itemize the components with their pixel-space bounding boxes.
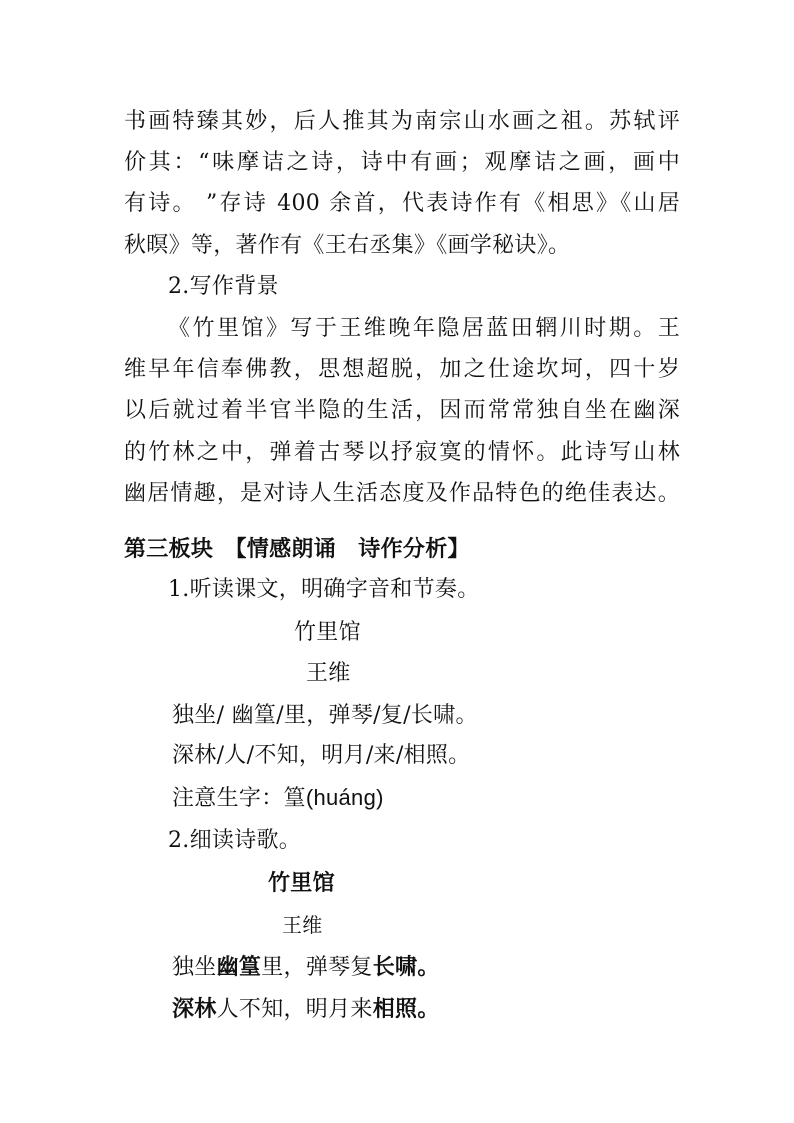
poem2-line-2 <box>172 994 440 1025</box>
poem2-line1-part-a: 独坐 <box>172 955 217 980</box>
new-character-note <box>172 783 384 814</box>
poem2-line1-part-c: 里，弹琴复 <box>261 955 373 980</box>
poem1-author: 王维 <box>306 661 351 686</box>
step2-text: 2.细读诗歌。 <box>168 828 302 853</box>
note-pinyin: (huáng) <box>305 785 384 810</box>
background-line-1: 《竹里馆》写于王维晚年隐居蓝田辋川时期。王 <box>168 316 680 341</box>
poem2-line2-emphasis-shenlin: 深林 <box>172 996 217 1022</box>
bio-line-1: 书画特臻其妙，后人推其为南宗山水画之祖。苏轼评 <box>124 109 680 134</box>
poem2-author: 王维 <box>282 913 323 937</box>
poem1-line-2: 深林/人/不知，明月/来/相照。 <box>172 743 471 768</box>
background-heading: 2.写作背景 <box>168 274 279 299</box>
poem2-line2-emphasis-xiangzhao: 相照。 <box>372 996 440 1022</box>
block3-title: 第三板块 【情感朗诵 诗作分析】 <box>124 537 470 562</box>
background-line-2: 维早年信奉佛教，思想超脱，加之仕途坎坷，四十岁 <box>124 357 680 382</box>
background-line-4: 的竹林之中，弹着古琴以抒寂寞的情怀。此诗写山林 <box>124 440 680 465</box>
poem2-line1-emphasis-changxiao: 长啸。 <box>372 954 440 980</box>
background-line-3: 以后就过着半官半隐的生活，因而常常独自坐在幽深 <box>124 398 680 423</box>
poem2-line2-part-b: 人不知，明月来 <box>216 997 373 1022</box>
background-line-5: 幽居情趣，是对诗人生活态度及作品特色的绝佳表达。 <box>124 481 680 506</box>
note-label: 注意生字：篁 <box>172 786 306 811</box>
poem2-line1-emphasis-youhuang: 幽篁 <box>216 954 262 980</box>
bio-line-3: 有诗。 ”存诗 400 余首，代表诗作有《相思》《山居 <box>124 191 680 216</box>
step1-text: 1.听读课文，明确字音和节奏。 <box>168 577 480 602</box>
poem2-line-1 <box>172 952 440 983</box>
poem1-line-1: 独坐/ 幽篁/里，弹琴/复/长啸。 <box>172 703 478 728</box>
bio-line-2: 价其：“味摩诘之诗，诗中有画；观摩诘之画，画中 <box>124 150 680 175</box>
poem1-title: 竹里馆 <box>294 620 361 645</box>
bio-line-4: 秋暝》等，著作有《王右丞集》《画学秘诀》。 <box>124 233 571 258</box>
poem2-title: 竹里馆 <box>268 871 335 896</box>
